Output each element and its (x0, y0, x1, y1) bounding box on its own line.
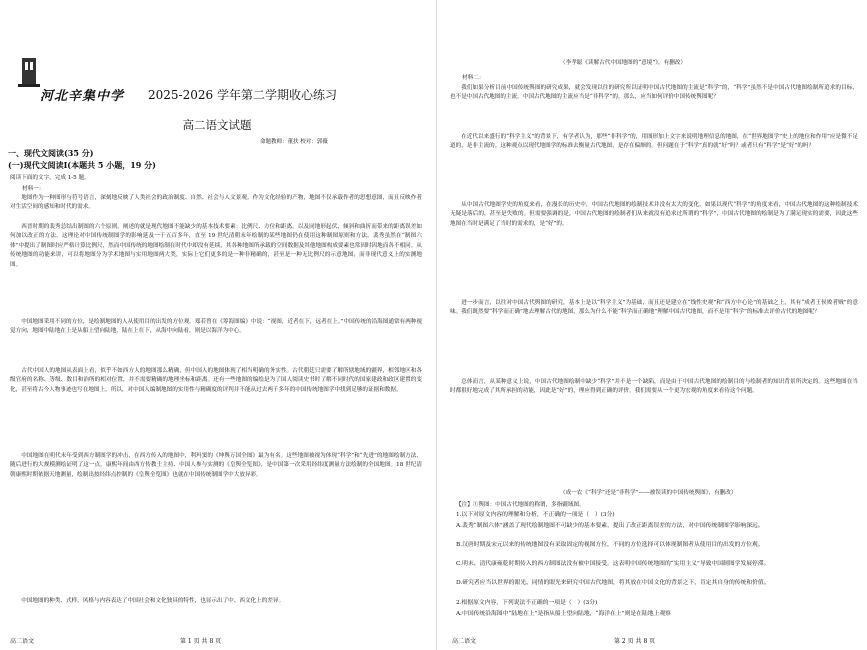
answer-option: C.明末、清代康雍乾时期传入的西方制图法没有被中国接受，这表明中国传统地图的“实用主义”导致中国制图学发展停滞。 (456, 561, 770, 567)
paragraph: 从中国古代地图学史的角度来看，在漫长的历史中，中国古代地图的绘制技术并没有太大的变化。如果以现代“科学”的角度来看，中国古代地图的这种绘制技术无疑是落后的，甚至是失败的。但需要强调的是，中国古代地图的绘制者们从来就没有追求过所谓的“科学”，中国古代地图的绘制是为了满足现实的需要，因此这些地图在当时是满足了当时的需求的，是“好”的。 (450, 202, 858, 227)
exam-subject-title: 高二语文试题 (182, 118, 252, 132)
paragraph: 总体而言，从某种意义上说，中国古代地图绘制中缺少“科学”并不是一个缺陷，而是由于中国古代地图的绘制目的与绘制者的知识背景所决定的。这些地图在当时都很好地完成了其所承担的功能，因此是“好”的，理应得到正确的评价，我们需要从一个更为宏观的角度来看待这个问题。 (450, 379, 858, 395)
paragraph: 古代中国人的地图从表面上看，似乎不如西方人的地图那么精确，但中国人的地图体现了相当明确的务实性。古代朝廷只需要了解所辖地域的疆界，相邻地区和各级官府的名称、等级、数目和治所的相对位置，并不需要精确的地理坐标和距离。还有一些地图的编绘是为了国人阅读史书时了解不同时代的国家建政和政区建置的变化，甚至将古今人物事迹也写在地图上。所以，对中国人编制地图的实用性与精确度的评判并不能从过去两千多年的中国传统地图学中找到足够的证据和数据。 (10, 368, 422, 393)
exam-year-title: 2025-2026 学年第二学期收心练习 (148, 88, 337, 102)
paragraph: 在近代以来盛行的“科学主义”的背景下，有学者认为，那些“非科学”的，用图形加上文字来说明地理信息的地图，在“世界地图学”史上的地位和作用”应是微不足道的，是非主流的。这种观点以现代地图学的标准去衡量古代地图，是存在偏颇的。但问题在于“科学”真的就“好”吗？或者只有“科学”是“好”的吗？ (450, 134, 858, 150)
paragraph: 进一步而言，以往对中国古代舆图的研究，基本上是以“科学主义”为基础，而且还是建立在“线性史观”和“西方中心论”的基础之上，其有“成者王侯败者贼”的意味。我们既然要“科学而正确”地去理解古代的地图，那么为什么不能“科学而正确地”理解中国古代地图，而不是用“科学”的标准去评价古代的地图呢？ (450, 300, 858, 316)
footer-subject: 高二语文 (452, 638, 477, 645)
teacher-credit: 命题教师：董扶 校对：郭薇 (260, 139, 328, 145)
paragraph: 西晋时期的裴秀总结出制图的六个原则，阐述的就是现代地图不能缺少的基本技术要素：比例尺、方位和距离，以及同地形起伏、倾斜和曲折而带来的距离误差如何加以改正的方法。这理论对中国传统制图学的影响延及一千五百多年，直至 19 世纪清朝末年绘制的某些地图仍在使用这种制图原则和方法。裴秀虽然在“制图六体”中提出了制图时应严格计算比例尺，然而中国传统的地图绘制在时代中却没有延续，其各种地图所承载的空间数据及其他地图构成要素也常因时因地而各不相同。从传统地图的功能来讲，可以将地图分为学术地图与实用地图两大类，实际上它们更多的是一种非精确的，甚至是一种无比例尺的示意地图，而非现代意义上的实测地图。 (10, 224, 422, 268)
annotation-note: 【注】①舆图：中国古代地图的称谓，多指疆域图。 (456, 502, 585, 508)
paragraph: 中国地图的种类、式样、风格与内容表达了中国社会和文化独具的特性，也显示出了中、西文化上的差异。 (21, 598, 285, 604)
paragraph: 地图作为一种图形与符号语言，深刻地反映了人类社会的政治制度、自然、社会与人文景观。作为文化经验的产物，地图不仅承载作者的思想意图，而且反映作者对生活空间的感知和时代的需求。 (10, 195, 422, 211)
answer-option: A.中国传统沿海图中“陆地在上”是指从船上望向陆地，“海洋在上”则是在陆地上观察 (456, 611, 671, 617)
answer-option: B.汉唐时期及宋元以来的传统地图没有采取固定的视图方位，不同的方位选择可以体现制图者从使用目的出发的方位观。 (456, 542, 764, 548)
paragraph: 中国地图在明代末年受到西方制图学的冲击，在西方传入的地图中，利玛窦的《坤舆万国全图》最为有名。这些地图被视为体现“科学”和“先进”的地图绘制方法，随后进行的大规模测绘证明了这一点。康熙年间由西方传教士主持、中国人参与实测的《皇舆全览图》，是中国第一次采用经纬度测量方法绘制的全国地图。18 世纪清朝康熙时期依据天地测量，绘制出按经纬点控制的《皇舆全览图》也就在中国传统制图学中大放异彩。 (10, 453, 422, 478)
question: 1.以下对原文内容的理解和分析，不正确的一项是（ ）(3分) (456, 512, 615, 518)
footer-page-number: 第 1 页 共 8 页 (180, 638, 222, 645)
footer-subject: 高二语文 (10, 638, 35, 645)
section-heading: 一、现代文阅读(35 分) (8, 148, 94, 158)
footer-page-number: 第 2 页 共 8 页 (614, 638, 656, 645)
citation: （李孝聪《读解古代中国地图的“意境”》，有删改） (560, 60, 686, 66)
material-label: 材料二： (462, 75, 485, 81)
answer-option: A.裴秀“制图六体”涵盖了现代绘制地图不可缺少的基本要素，提出了改正距离误差的方法，对中国传统制图学影响深远。 (456, 523, 764, 529)
school-name: 河北辛集中学 (40, 89, 125, 104)
exam-header (16, 52, 426, 112)
paragraph: 我们如果分析目前中国传统舆图的研究成果，就会发现以往的研究所以证明中国古代地图的主流是“科学”的，“科学”虽然不是中国古代地图绘制所追求的目标，也不是中国古代地图的主流，中国古代地图的主流应当是“非科学”的。那么，应当如何评价中国传统舆图呢？ (450, 85, 858, 101)
material-label: 材料一： (22, 186, 45, 192)
page-divider (436, 0, 437, 650)
answer-option: D.研究者应当以世界的眼光、同情的眼光来研究中国古代地图，将其放在中国文化的背景之下，肯定其自身的传统和价值。 (456, 580, 770, 586)
paragraph: 中国地图采用不同的方位，是绘制地图的人从使用目的出发的方位观。郑若曾在《筹海图编》中说：“视图，近者在下，远者在上。”中国传统的沿海图通常有两种视觉方向，地图中陆地在上是从船上望向陆地，陆在上在下，从海中向陆看，则是以海洋为中心。 (10, 319, 422, 335)
citation: （成一农《“科学”还是“非科学”——被误读的中国传统舆图》，有删改） (560, 490, 737, 496)
subsection-heading: (一)现代文阅读Ⅰ(本题共 5 小题，19 分) (8, 160, 156, 170)
question: 2.根据原文内容，下列说法不正确的一项是（ ）(3分) (456, 600, 598, 606)
reading-instruction: 阅读下面的文字，完成 1-5 题。 (10, 175, 90, 181)
